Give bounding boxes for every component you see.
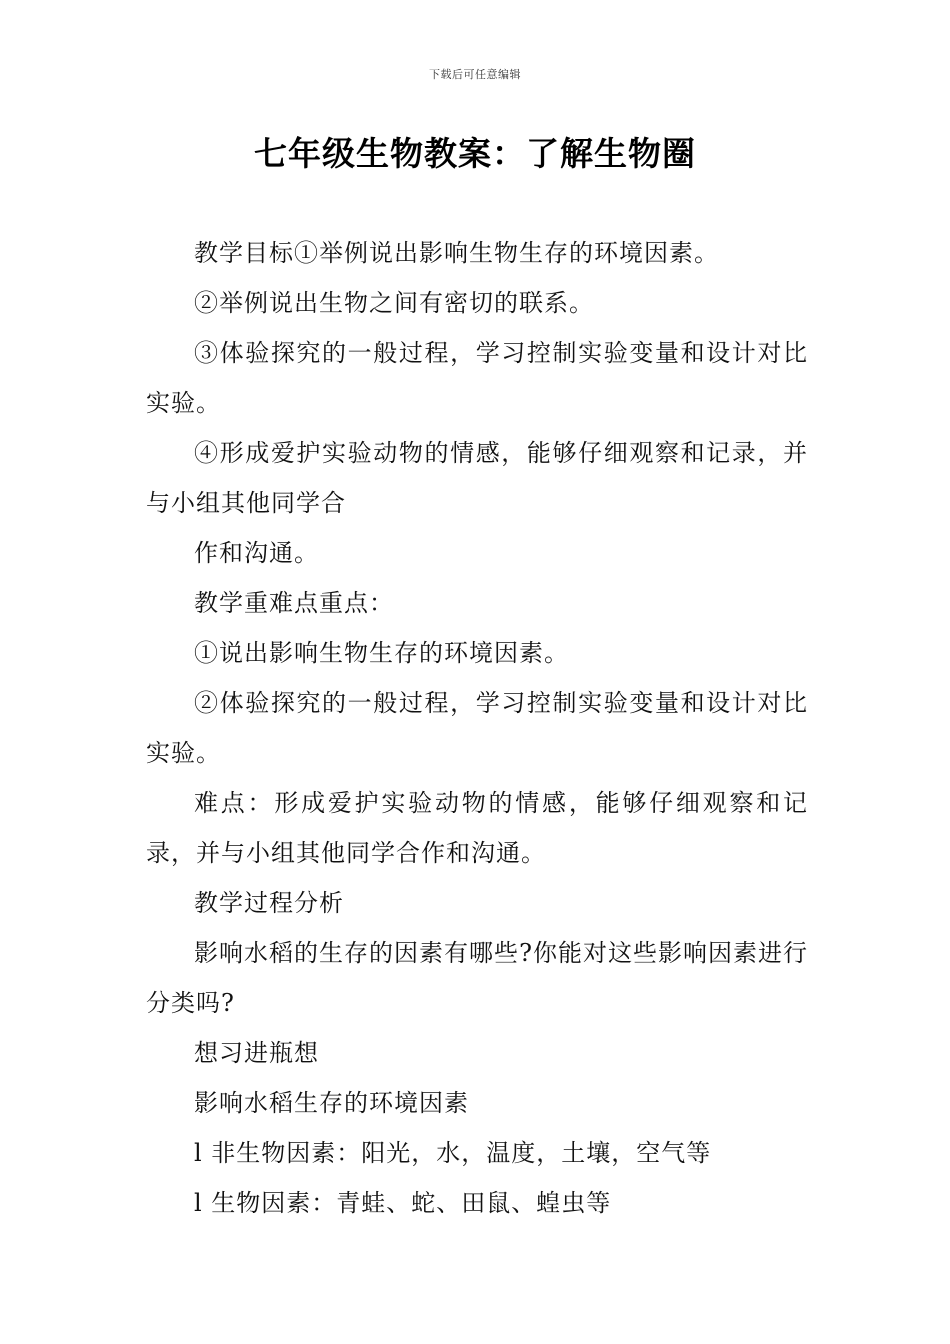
paragraph: ④形成爱护实验动物的情感，能够仔细观察和记录，并与小组其他同学合	[146, 439, 808, 517]
paragraph: 想习进瓶想	[194, 1039, 319, 1067]
paragraph: 教学重难点重点：	[194, 589, 394, 617]
paragraph: ①说出影响生物生存的环境因素。	[194, 639, 569, 667]
paragraph: 影响水稻生存的环境因素	[194, 1089, 469, 1117]
paragraph: 影响水稻的生存的因素有哪些?你能对这些影响因素进行分类吗?	[146, 939, 808, 1017]
paragraph: 教学目标①举例说出影响生物生存的环境因素。	[194, 239, 719, 267]
document-body	[146, 228, 808, 1228]
document-title: 七年级生物教案：了解生物圈	[254, 134, 696, 173]
header-note: 下载后可任意编辑	[429, 68, 521, 81]
paragraph: ②举例说出生物之间有密切的联系。	[194, 289, 594, 317]
paragraph: 教学过程分析	[194, 889, 344, 917]
paragraph: l 非生物因素：阳光，水，温度，土壤，空气等	[194, 1139, 712, 1167]
paragraph: l 生物因素：青蛙、蛇、田鼠、蝗虫等	[194, 1189, 612, 1217]
paragraph: 作和沟通。	[194, 539, 319, 567]
paragraph: ②体验探究的一般过程，学习控制实验变量和设计对比实验。	[146, 689, 808, 767]
paragraph: 难点：形成爱护实验动物的情感，能够仔细观察和记录，并与小组其他同学合作和沟通。	[146, 789, 808, 867]
paragraph: ③体验探究的一般过程，学习控制实验变量和设计对比实验。	[146, 339, 808, 417]
